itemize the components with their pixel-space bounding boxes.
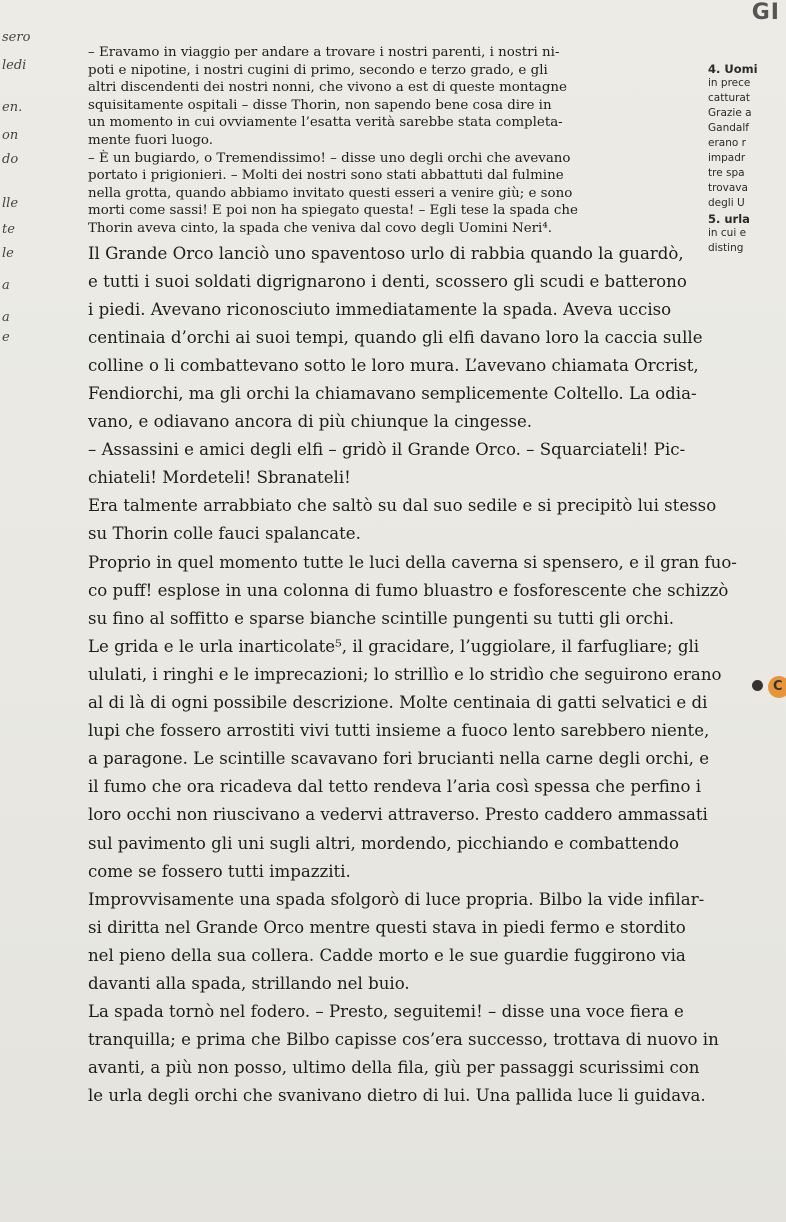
dialogue-block <box>88 46 704 240</box>
text-line: Improvvisamente una spada sfolgorò di luce propria. Bilbo la vide infilar- <box>88 889 705 909</box>
left-margin-fragment: a <box>2 278 10 293</box>
left-page-bleed <box>0 0 70 360</box>
side-note-line: Grazie a <box>708 107 752 119</box>
bullet-icon <box>752 680 763 691</box>
text-line: tranquilla; e prima che Bilbo capisse cos’era successo, trottava di nuovo in <box>88 1030 719 1050</box>
left-margin-fragment: le <box>2 246 14 261</box>
text-line: portato i prigionieri. – Molti dei nostri sono stati abbattuti dal fulmine <box>88 168 564 184</box>
text-line: ululati, i ringhi e le imprecazioni; lo strillìo e lo stridìo che seguirono erano <box>88 664 722 684</box>
left-margin-fragment: e <box>2 330 10 345</box>
text-line: come se fossero tutti impazziti. <box>88 861 351 881</box>
text-line: sul pavimento gli uni sugli altri, mordendo, picchiando e combattendo <box>88 833 680 853</box>
text-line: squisitamente ospitali – disse Thorin, non sapendo bene cosa dire in <box>88 97 552 113</box>
text-line: centinaia d’orchi ai suoi tempi, quando gli elfi davano loro la caccia sulle <box>88 327 703 347</box>
running-header: GI <box>751 0 780 25</box>
left-margin-fragment: ledi <box>2 58 27 73</box>
text-line: – È un bugiardo, o Tremendissimo! – disse uno degli orchi che avevano <box>88 150 571 166</box>
text-line: loro occhi non riuscivano a vedervi attraverso. Presto caddero ammassati <box>88 805 708 825</box>
side-note-line: degli U <box>708 197 745 209</box>
side-note-line: 5. urla <box>708 212 750 226</box>
text-line: – Eravamo in viaggio per andare a trovare i nostri parenti, i nostri ni- <box>88 45 560 60</box>
side-note-line: in prece <box>708 77 751 89</box>
text-line: si diritta nel Grande Orco mentre questi stava in piedi fermo e stordito <box>88 917 686 937</box>
text-line: La spada tornò nel fodero. – Presto, seguitemi! – disse una voce fiera e <box>88 1002 684 1022</box>
text-line: su Thorin colle fauci spalancate. <box>88 524 361 544</box>
side-note-line: in cui e <box>708 227 747 239</box>
text-line: su fino al soffitto e sparse bianche scintille pungenti su tutti gli orchi. <box>88 608 675 628</box>
text-line: Il Grande Orco lanciò uno spaventoso urlo di rabbia quando la guardò, <box>88 243 684 263</box>
side-note-line: erano r <box>708 137 746 149</box>
left-margin-fragment: te <box>2 222 15 237</box>
side-notes <box>708 62 786 257</box>
text-line: a paragone. Le scintille scavavano fori brucianti nella carne degli orchi, e <box>88 749 710 769</box>
left-margin-fragment: on <box>2 128 19 143</box>
text-line: Thorin aveva cinto, la spada che veniva dal covo degli Uomini Neri⁴. <box>88 220 552 236</box>
text-line: chiateli! Mordeteli! Sbranateli! <box>88 468 351 488</box>
text-line: nel pieno della sua collera. Cadde morto e le sue guardie fuggirono via <box>88 945 686 965</box>
text-line: le urla degli orchi che svanivano dietro di lui. Una pallida luce li guidava. <box>88 1086 706 1106</box>
side-note-line: tre spa <box>708 167 745 179</box>
text-line: nella grotta, quando abbiamo invitato questi esseri a venire giù; e sono <box>88 185 573 201</box>
side-note-line: trovava <box>708 182 748 194</box>
left-margin-fragment: do <box>2 152 19 167</box>
text-line: Proprio in quel momento tutte le luci della caverna si spensero, e il gran fuo- <box>88 552 737 572</box>
left-margin-fragment: en. <box>2 100 23 115</box>
text-line: i piedi. Avevano riconosciuto immediatamente la spada. Aveva ucciso <box>88 299 672 319</box>
text-line: mente fuori luogo. <box>88 132 214 148</box>
side-note-line: Gandalf <box>708 122 749 134</box>
text-line: avanti, a più non posso, ultimo della fila, giù per passaggi scurissimi con <box>88 1058 700 1078</box>
text-line: davanti alla spada, strillando nel buio. <box>88 973 410 993</box>
text-line: colline o li combattevano sotto le loro mura. L’avevano chiamata Orcrist, <box>88 355 699 375</box>
text-line: – Assassini e amici degli elfi – gridò il Grande Orco. – Squarciateli! Pic- <box>88 440 686 460</box>
text-line: vano, e odiavano ancora di più chiunque la cingesse. <box>88 412 533 432</box>
text-line: lupi che fossero arrostiti vivi tutti insieme a fuoco lento sarebbero niente, <box>88 721 710 741</box>
text-line: e tutti i suoi soldati digrignarono i denti, scossero gli scudi e batterono <box>88 271 687 291</box>
text-line: il fumo che ora ricadeva dal tetto rendeva l’aria così spessa che perfino i <box>88 777 702 797</box>
text-line: Fendiorchi, ma gli orchi la chiamavano semplicemente Coltello. La odia- <box>88 384 697 403</box>
left-margin-fragment: lle <box>2 196 19 211</box>
text-line: poti e nipotine, i nostri cugini di primo, secondo e terzo grado, e gli <box>88 62 548 78</box>
text-line: Le grida e le urla inarticolate⁵, il gracidare, l’uggiolare, il farfugliare; gli <box>88 636 700 656</box>
side-note-line: catturat <box>708 92 750 104</box>
text-line: co puff! esplose in una colonna di fumo bluastro e fosforescente che schizzò <box>88 580 729 600</box>
side-note-line: 4. Uomi <box>708 62 758 76</box>
margin-badge: C <box>768 676 786 698</box>
text-line: Era talmente arrabbiato che saltò su dal suo sedile e si precipitò lui stesso <box>88 496 717 516</box>
side-note-line: impadr <box>708 152 746 164</box>
left-margin-fragment: a <box>2 310 10 325</box>
text-line: al di là di ogni possibile descrizione. Molte centinaia di gatti selvatici e di <box>88 693 708 713</box>
left-margin-fragment: sero <box>2 30 31 45</box>
text-line: un momento in cui ovviamente l’esatta verità sarebbe stata completa- <box>88 115 563 131</box>
side-note-line: disting <box>708 242 744 254</box>
text-line: morti come sassi! E poi non ha spiegato questa! – Egli tese la spada che <box>88 203 578 219</box>
text-line: altri discendenti dei nostri nonni, che vivono a est di queste montagne <box>88 80 567 96</box>
